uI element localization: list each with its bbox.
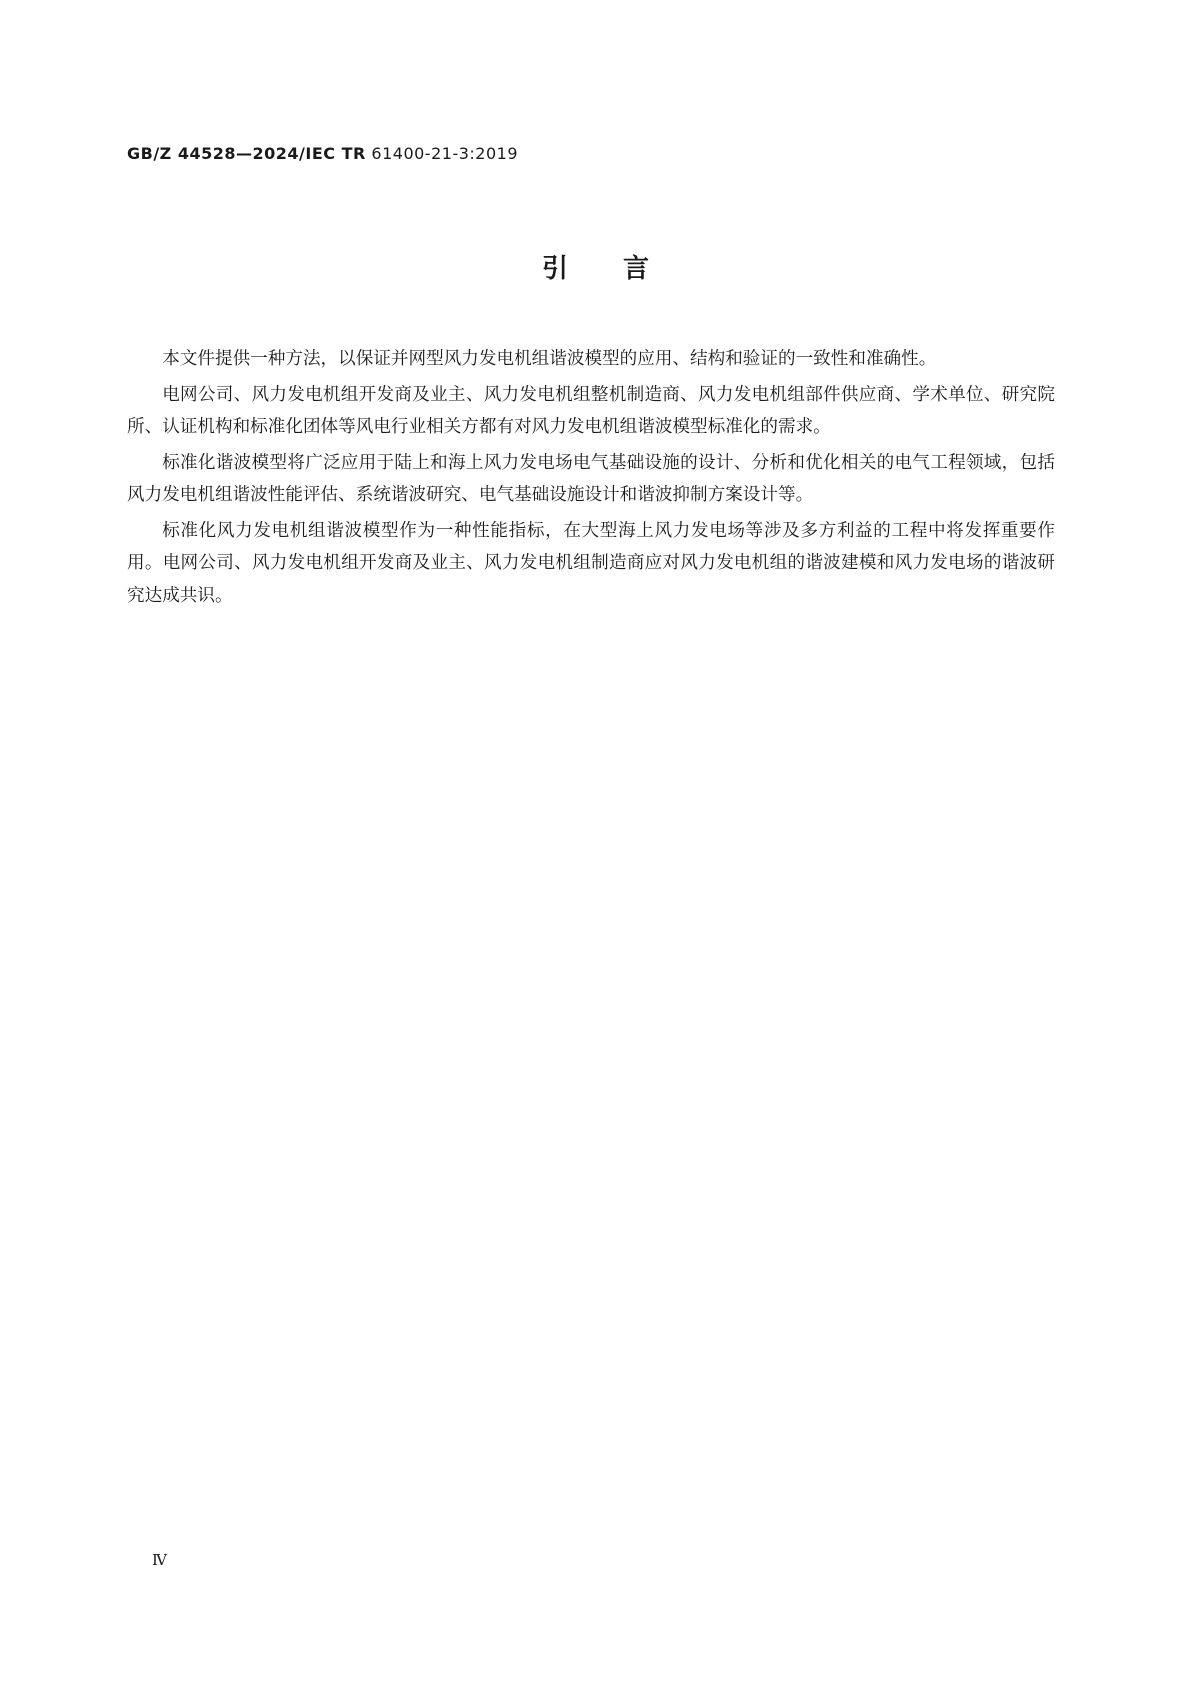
body-text [127,343,1055,615]
section-title: 引言 [541,254,704,284]
paragraph: 标准化谐波模型将广泛应用于陆上和海上风力发电场电气基础设施的设计、分析和优化相关的电气工程领域，包括风力发电机组谐波性能评估、系统谐波研究、电气基础设施设计和谐波抑制方案设计等。 [127,452,1055,505]
standard-header [127,144,518,163]
paragraph: 电网公司、风力发电机组开发商及业主、风力发电机组整机制造商、风力发电机组部件供应商、学术单位、研究院所、认证机构和标准化团体等风电行业相关方都有对风力发电机组谐波模型标准化的需求。 [127,384,1055,437]
paragraph: 本文件提供一种方法，以保证并网型风力发电机组谐波模型的应用、结构和验证的一致性和准确性。 [162,349,937,369]
page-number: Ⅳ [152,1551,167,1569]
standard-suffix: 61400-21-3:2019 [371,144,518,163]
standard-code: GB/Z 44528—2024/IEC TR [127,144,366,163]
paragraph: 标准化风力发电机组谐波模型作为一种性能指标，在大型海上风力发电场等涉及多方利益的工程中将发挥重要作用。电网公司、风力发电机组开发商及业主、风力发电机组制造商应对风力发电机组的谐波建模和风力发电场的谐波研究达成共识。 [127,520,1055,606]
